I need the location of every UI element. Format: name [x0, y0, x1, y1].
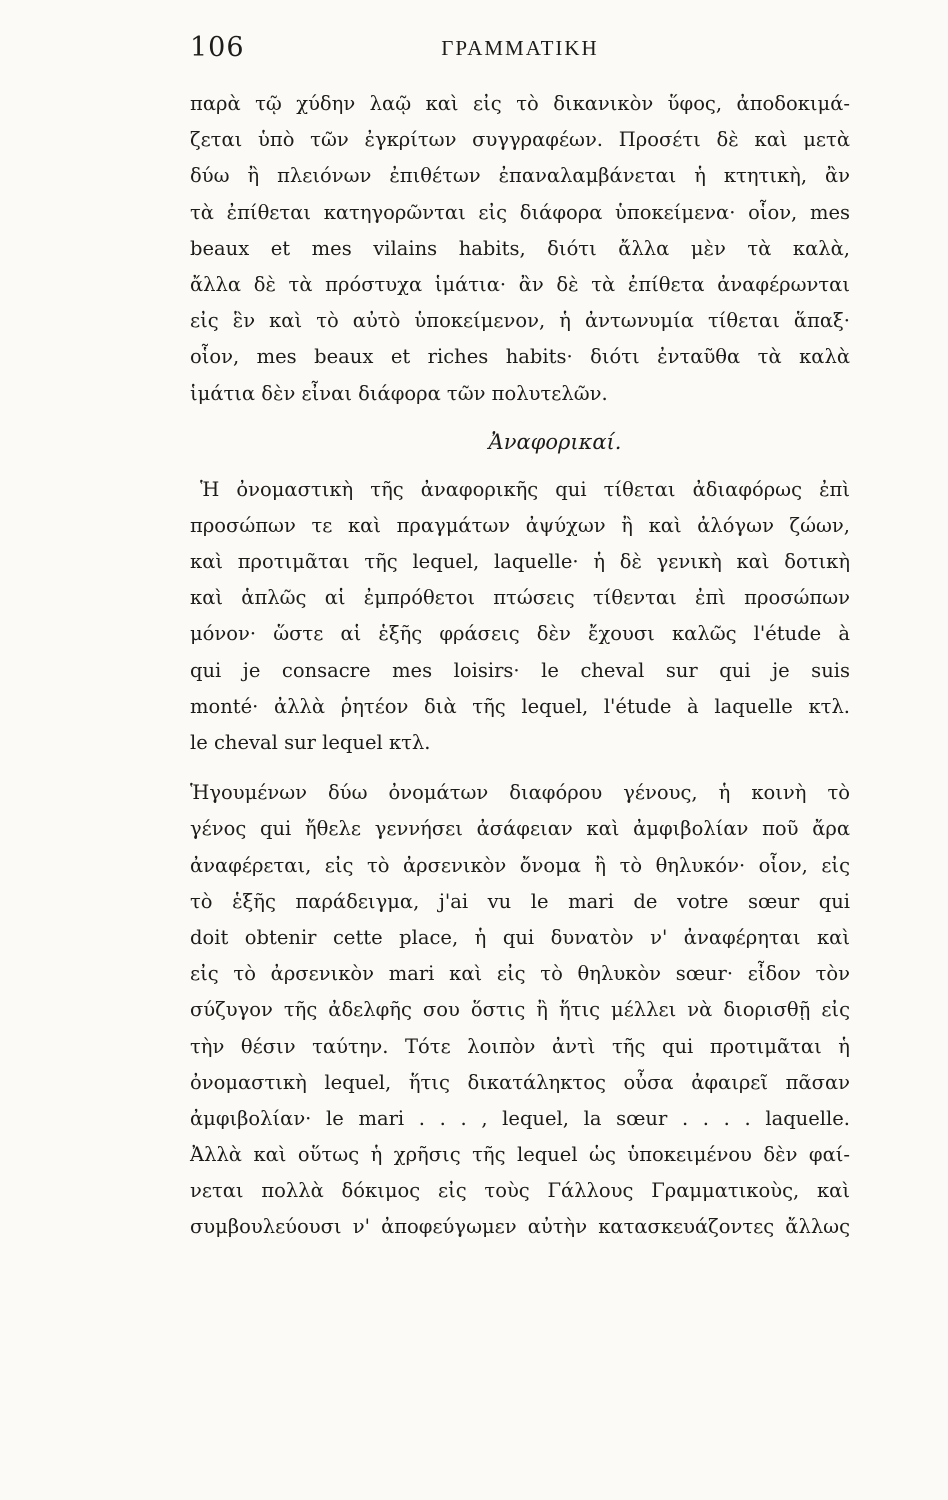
text-line: τὰ ἐπίθεται κατηγορῶνται εἰς διάφορα ὑποκείμενα· οἷον, mes [190, 200, 850, 224]
text-line: οἷον, mes beaux et riches habits· διότι ἐνταῦθα τὰ καλὰ [190, 345, 850, 369]
text-line: γένος qui ἤθελε γεννήσει ἀσάφειαν καὶ ἀμφιβολίαν ποῦ ἄρα [190, 817, 850, 841]
text-line: ἀμφιβολίαν· le mari . . . , lequel, la sœur . . . . laquelle. [190, 1106, 850, 1130]
text-line: συμβουλεύουσι ν' ἀποφεύγωμεν αὐτὴν κατασκευάζοντες ἄλλως [190, 1215, 850, 1239]
text-line: εἰς τὸ ἀρσενικὸν mari καὶ εἰς τὸ θηλυκὸν sœur· εἶδον τὸν [190, 962, 850, 986]
text-line: προσώπων τε καὶ πραγμάτων ἀψύχων ἢ καὶ ἀλόγων ζώων, [190, 513, 850, 537]
paragraph-1 [190, 86, 850, 412]
text-line: beaux et mes vilains habits, διότι ἄλλα μὲν τὰ καλὰ, [190, 236, 850, 260]
running-title: ΓΡΑΜΜΑΤΙΚΗ [441, 36, 599, 60]
text-line: τὸ ἑξῆς παράδειγμα, j'ai vu le mari de votre sœur qui [190, 889, 850, 913]
text-line: καὶ προτιμᾶται τῆς lequel, laquelle· ἡ δὲ γενικὴ καὶ δοτικὴ [190, 550, 850, 574]
text-line: ἱμάτια δὲν εἶναι διάφορα τῶν πολυτελῶν. [190, 381, 608, 405]
paragraph-3 [190, 775, 850, 1245]
text-line: monté· ἀλλὰ ῥητέον διὰ τῆς lequel, l'étude à laquelle κτλ. [190, 694, 850, 718]
text-line: qui je consacre mes loisirs· le cheval sur qui je suis [190, 658, 850, 682]
text-line: μόνον· ὥστε αἱ ἑξῆς φράσεις δὲν ἔχουσι καλῶς l'étude à [190, 622, 850, 646]
text-line: δύω ἢ πλειόνων ἐπιθέτων ἐπαναλαμβάνεται ἡ κτητικὴ, ἂν [190, 164, 850, 188]
body-text [190, 86, 850, 1246]
text-line: παρὰ τῷ χύδην λαῷ καὶ εἰς τὸ δικανικὸν ὕφος, ἀποδοκιμά- [190, 92, 850, 115]
text-line: καὶ ἁπλῶς αἱ ἐμπρόθετοι πτώσεις τίθενται ἐπὶ προσώπων [190, 586, 850, 610]
text-line: Ἡγουμένων δύω ὀνομάτων διαφόρου γένους, ἡ κοινὴ τὸ [190, 781, 850, 805]
text-line: ζεται ὑπὸ τῶν ἐγκρίτων συγγραφέων. Προσέτι δὲ καὶ μετὰ [190, 128, 850, 152]
text-line: νεται πολλὰ δόκιμος εἰς τοὺς Γάλλους Γραμματικοὺς, καὶ [190, 1179, 850, 1203]
paragraph-2 [190, 472, 850, 762]
section-heading: Ἀναφορικαί. [488, 429, 622, 454]
paragraph-gap [190, 761, 850, 775]
text-line: τὴν θέσιν ταύτην. Τότε λοιπὸν ἀντὶ τῆς qui προτιμᾶται ἡ [190, 1034, 850, 1058]
text-line: Ἀλλὰ καὶ οὕτως ἡ χρῆσις τῆς lequel ὡς ὑποκειμένου δὲν φαί- [190, 1143, 850, 1167]
page-number: 106 [190, 32, 245, 63]
running-head [190, 32, 850, 72]
text-line: σύζυγον τῆς ἀδελφῆς σου ὅστις ἢ ἥτις μέλλει νὰ διορισθῇ εἰς [190, 998, 850, 1022]
text-line: ἀναφέρεται, εἰς τὸ ἀρσενικὸν ὄνομα ἢ τὸ θηλυκόν· οἷον, εἰς [190, 853, 850, 877]
text-line: ἄλλα δὲ τὰ πρόστυχα ἱμάτια· ἂν δὲ τὰ ἐπίθετα ἀναφέρωνται [190, 272, 850, 296]
text-line: le cheval sur lequel κτλ. [190, 731, 431, 754]
text-line: ὀνομαστικὴ lequel, ἥτις δικατάληκτος οὖσα ἀφαιρεῖ πᾶσαν [190, 1070, 850, 1094]
text-line: doit obtenir cette place, ἡ qui δυνατὸν ν' ἀναφέρηται καὶ [190, 925, 850, 949]
text-line: εἰς ἓν καὶ τὸ αὐτὸ ὑποκείμενον, ἡ ἀντωνυμία τίθεται ἅπαξ· [190, 309, 850, 333]
text-line: Ἡ ὀνομαστικὴ τῆς ἀναφορικῆς qui τίθεται ἀδιαφόρως ἐπὶ [200, 477, 850, 501]
